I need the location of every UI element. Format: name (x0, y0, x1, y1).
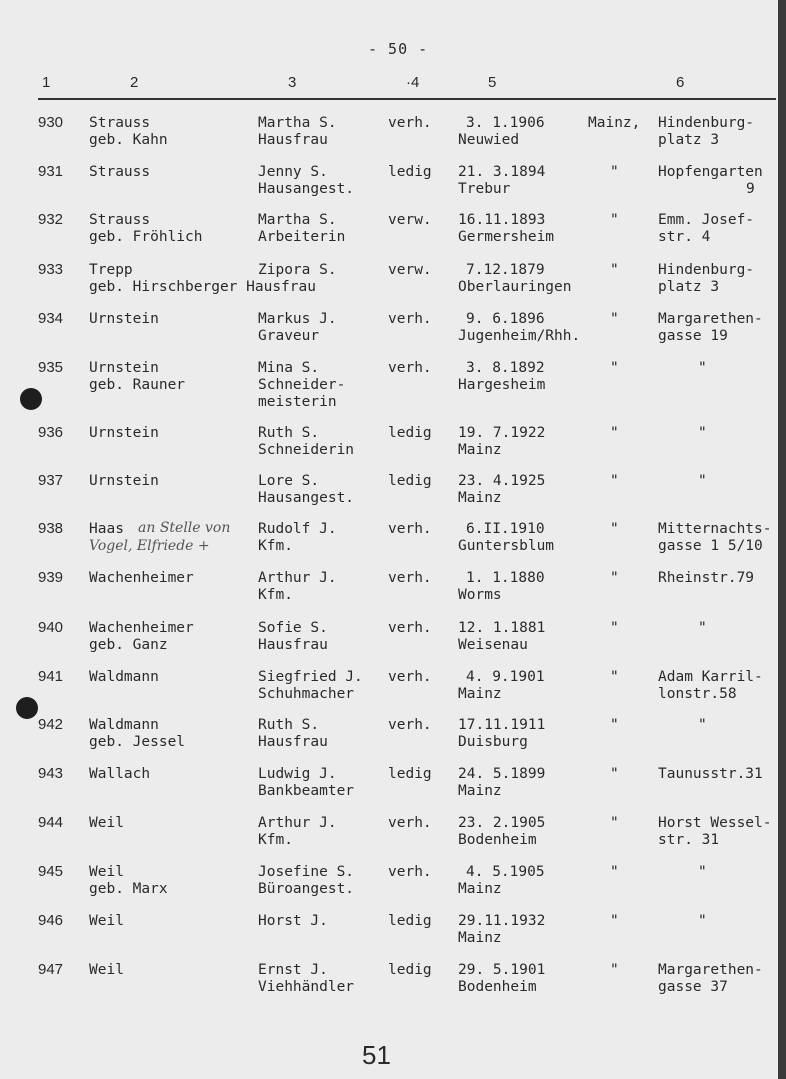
entry-surname: Weil (89, 913, 124, 929)
entry-marital-status: verw. (388, 212, 432, 228)
entry-marital-status: verh. (388, 115, 432, 131)
entry-residence: " (610, 717, 619, 733)
entry-address: gasse 19 (658, 328, 728, 344)
entry-surname: Haas (89, 521, 124, 537)
entry-marital-status: verh. (388, 521, 432, 537)
column-number-5: 5 (488, 74, 497, 91)
entry-birthplace: Germersheim (458, 229, 555, 245)
entry-firstname-occupation: Viehhändler (258, 979, 355, 995)
entry-surname: Wachenheimer (89, 570, 194, 586)
entry-residence: " (610, 815, 619, 831)
entry-address: " (698, 864, 707, 880)
entry-residence: " (610, 164, 619, 180)
entry-firstname-occupation: Arthur J. (258, 570, 337, 586)
entry-birth-date: 9. 6.1896 (466, 311, 545, 327)
entry-firstname-occupation: Zipora S. (258, 262, 337, 278)
entry-number: 941 (38, 668, 64, 685)
entry-firstname-occupation: Markus J. (258, 311, 337, 327)
entry-surname: Urnstein (89, 473, 159, 489)
entry-address: " (698, 620, 707, 636)
entry-address: str. 4 (658, 229, 711, 245)
entry-surname: Weil (89, 815, 124, 831)
entry-address: Margarethen- (658, 962, 763, 978)
entry-address: " (698, 717, 707, 733)
entry-address: Hindenburg- (658, 262, 755, 278)
entry-address: Emm. Josef- (658, 212, 755, 228)
entry-surname: Weil (89, 962, 124, 978)
entry-birth-date: 12. 1.1881 (458, 620, 546, 636)
entry-firstname-occupation: meisterin (258, 394, 337, 410)
entry-surname: Waldmann (89, 669, 159, 685)
entry-birthplace: Mainz (458, 930, 502, 946)
entry-residence: " (610, 311, 619, 327)
entry-surname: geb. Hirschberger Hausfrau (89, 279, 316, 295)
entry-firstname-occupation: Kfm. (258, 587, 293, 603)
entry-firstname-occupation: Schuhmacher (258, 686, 355, 702)
entry-firstname-occupation: Ruth S. (258, 717, 320, 733)
entry-address: Hopfengarten (658, 164, 763, 180)
entry-firstname-occupation: Arthur J. (258, 815, 337, 831)
entry-residence: " (610, 620, 619, 636)
entry-address: Hindenburg- (658, 115, 755, 131)
entry-firstname-occupation: Hausfrau (258, 637, 328, 653)
entry-birthplace: Weisenau (458, 637, 528, 653)
entry-surname: geb. Rauner (89, 377, 186, 393)
entry-birthplace: Duisburg (458, 734, 528, 750)
entry-birth-date: 29.11.1932 (458, 913, 546, 929)
entry-firstname-occupation: Schneider- (258, 377, 346, 393)
entry-number: 938 (38, 520, 64, 537)
entry-surname: Strauss (89, 212, 151, 228)
entry-surname: geb. Jessel (89, 734, 186, 750)
entry-birthplace: Bodenheim (458, 832, 537, 848)
page-header: - 50 - (368, 40, 429, 58)
entry-marital-status: ledig (388, 766, 432, 782)
entry-birthplace: Bodenheim (458, 979, 537, 995)
entry-address: lonstr.58 (658, 686, 737, 702)
entry-address: str. 31 (658, 832, 720, 848)
entry-birthplace: Hargesheim (458, 377, 546, 393)
entry-number: 931 (38, 163, 64, 180)
entry-residence: " (610, 913, 619, 929)
entry-address: gasse 37 (658, 979, 728, 995)
entry-marital-status: ledig (388, 425, 432, 441)
entry-firstname-occupation: Ernst J. (258, 962, 328, 978)
entry-birthplace: Guntersblum (458, 538, 555, 554)
entry-address: platz 3 (658, 132, 720, 148)
entry-number: 933 (38, 261, 64, 278)
entry-firstname-occupation: Hausangest. (258, 490, 355, 506)
entry-firstname-occupation: Kfm. (258, 538, 293, 554)
entry-surname: geb. Ganz (89, 637, 168, 653)
punch-hole (16, 697, 38, 719)
entry-birth-date: 29. 5.1901 (458, 962, 546, 978)
entry-residence: " (610, 425, 619, 441)
entry-birthplace: Neuwied (458, 132, 520, 148)
entry-surname: Trepp (89, 262, 133, 278)
entry-number: 944 (38, 814, 64, 831)
entry-number: 937 (38, 472, 64, 489)
entry-marital-status: verh. (388, 620, 432, 636)
entry-firstname-occupation: Schneiderin (258, 442, 355, 458)
entry-number: 942 (38, 716, 64, 733)
entry-surname: geb. Kahn (89, 132, 168, 148)
entry-firstname-occupation: Ruth S. (258, 425, 320, 441)
entry-birth-date: 17.11.1911 (458, 717, 546, 733)
entry-birth-date: 16.11.1893 (458, 212, 546, 228)
entry-number: 935 (38, 359, 64, 376)
entry-marital-status: verh. (388, 570, 432, 586)
entry-birth-date: 6.II.1910 (466, 521, 545, 537)
entry-address: " (698, 425, 707, 441)
entry-firstname-occupation: Jenny S. (258, 164, 328, 180)
entry-firstname-occupation: Mina S. (258, 360, 320, 376)
entry-surname: Strauss (89, 115, 151, 131)
entry-residence: " (610, 521, 619, 537)
entry-address: Rheinstr.79 (658, 570, 755, 586)
entry-residence: " (610, 570, 619, 586)
entry-marital-status: verh. (388, 311, 432, 327)
entry-number: 934 (38, 310, 64, 327)
entry-surname: Waldmann (89, 717, 159, 733)
entry-residence: " (610, 360, 619, 376)
entry-birthplace: Worms (458, 587, 502, 603)
entry-number: 939 (38, 569, 64, 586)
entry-marital-status: ledig (388, 962, 432, 978)
entry-birth-date: 19. 7.1922 (458, 425, 546, 441)
entry-address: Adam Karril- (658, 669, 763, 685)
entry-birth-date: 4. 5.1905 (466, 864, 545, 880)
entry-surname: Strauss (89, 164, 151, 180)
entry-firstname-occupation: Lore S. (258, 473, 320, 489)
entry-birthplace: Jugenheim/Rhh. (458, 328, 581, 344)
entry-number: 947 (38, 961, 64, 978)
entry-surname: geb. Marx (89, 881, 168, 897)
entry-number: 932 (38, 211, 64, 228)
entry-surname: Wallach (89, 766, 151, 782)
entry-number: 936 (38, 424, 64, 441)
entry-residence: " (610, 669, 619, 685)
entry-address: gasse 1 5/10 (658, 538, 763, 554)
entry-address: " (698, 473, 707, 489)
entry-firstname-occupation: Bankbeamter (258, 783, 355, 799)
entry-marital-status: verh. (388, 360, 432, 376)
entry-firstname-occupation: Horst J. (258, 913, 328, 929)
entry-residence: " (610, 962, 619, 978)
entry-firstname-occupation: Arbeiterin (258, 229, 346, 245)
entry-marital-status: verh. (388, 864, 432, 880)
entry-birthplace: Mainz (458, 881, 502, 897)
column-number-6: 6 (676, 74, 685, 91)
entry-surname: geb. Fröhlich (89, 229, 203, 245)
entry-residence: " (610, 473, 619, 489)
entry-firstname-occupation: Martha S. (258, 115, 337, 131)
entry-residence: " (610, 766, 619, 782)
footer-page-number: 51 (362, 1040, 391, 1070)
entry-marital-status: ledig (388, 913, 432, 929)
entry-marital-status: verh. (388, 669, 432, 685)
entry-firstname-occupation: Graveur (258, 328, 320, 344)
entry-number: 943 (38, 765, 64, 782)
entry-surname: Weil (89, 864, 124, 880)
column-number-3: 3 (288, 74, 297, 91)
entry-address: " (698, 360, 707, 376)
entry-firstname-occupation: Büroangest. (258, 881, 355, 897)
scan-edge (778, 0, 786, 1079)
entry-address: Margarethen- (658, 311, 763, 327)
entry-firstname-occupation: Hausfrau (258, 734, 328, 750)
entry-birth-date: 3. 8.1892 (466, 360, 545, 376)
entry-surname: Urnstein (89, 360, 159, 376)
entry-firstname-occupation: Rudolf J. (258, 521, 337, 537)
entry-birth-date: 7.12.1879 (466, 262, 545, 278)
entry-residence: " (610, 864, 619, 880)
entry-firstname-occupation: Hausfrau (258, 132, 328, 148)
entry-birth-date: 23. 4.1925 (458, 473, 546, 489)
entry-firstname-occupation: Kfm. (258, 832, 293, 848)
entry-birthplace: Trebur (458, 181, 511, 197)
column-number-1: 1 (42, 74, 51, 91)
entry-birthplace: Mainz (458, 442, 502, 458)
column-number-2: 2 (130, 74, 139, 91)
entry-number: 946 (38, 912, 64, 929)
entry-address: " (698, 913, 707, 929)
entry-surname: Wachenheimer (89, 620, 194, 636)
entry-number: 940 (38, 619, 64, 636)
entry-birth-date: 4. 9.1901 (466, 669, 545, 685)
entry-birthplace: Mainz (458, 783, 502, 799)
entry-birthplace: Mainz (458, 490, 502, 506)
entry-firstname-occupation: Sofie S. (258, 620, 328, 636)
entry-marital-status: ledig (388, 473, 432, 489)
entry-marital-status: verw. (388, 262, 432, 278)
entry-address: Mitternachts- (658, 521, 772, 537)
entry-address: Taunusstr.31 (658, 766, 763, 782)
entry-marital-status: verh. (388, 717, 432, 733)
entry-number: 945 (38, 863, 64, 880)
entry-residence: " (610, 262, 619, 278)
entry-marital-status: verh. (388, 815, 432, 831)
entry-address: 9 (746, 181, 755, 197)
entry-firstname-occupation: Siegfried J. (258, 669, 363, 685)
header-rule (38, 98, 776, 100)
entry-address: Horst Wessel- (658, 815, 772, 831)
entry-birthplace: Mainz (458, 686, 502, 702)
entry-surname: Urnstein (89, 425, 159, 441)
entry-address: platz 3 (658, 279, 720, 295)
entry-firstname-occupation: Hausangest. (258, 181, 355, 197)
entry-birth-date: 1. 1.1880 (466, 570, 545, 586)
handwritten-note-line-2: Vogel, Elfriede + (89, 538, 210, 554)
entry-number: 930 (38, 114, 64, 131)
entry-marital-status: ledig (388, 164, 432, 180)
entry-firstname-occupation: Ludwig J. (258, 766, 337, 782)
handwritten-note-line-1: an Stelle von (138, 520, 231, 536)
column-number-4: ·4 (406, 74, 420, 91)
entry-firstname-occupation: Josefine S. (258, 864, 355, 880)
entry-firstname-occupation: Martha S. (258, 212, 337, 228)
entry-birth-date: 3. 1.1906 (466, 115, 545, 131)
entry-birth-date: 24. 5.1899 (458, 766, 546, 782)
entry-surname: Urnstein (89, 311, 159, 327)
entry-birth-date: 21. 3.1894 (458, 164, 546, 180)
entry-birth-date: 23. 2.1905 (458, 815, 546, 831)
punch-hole (20, 388, 42, 410)
entry-residence: Mainz, (588, 115, 641, 131)
entry-birthplace: Oberlauringen (458, 279, 572, 295)
entry-residence: " (610, 212, 619, 228)
